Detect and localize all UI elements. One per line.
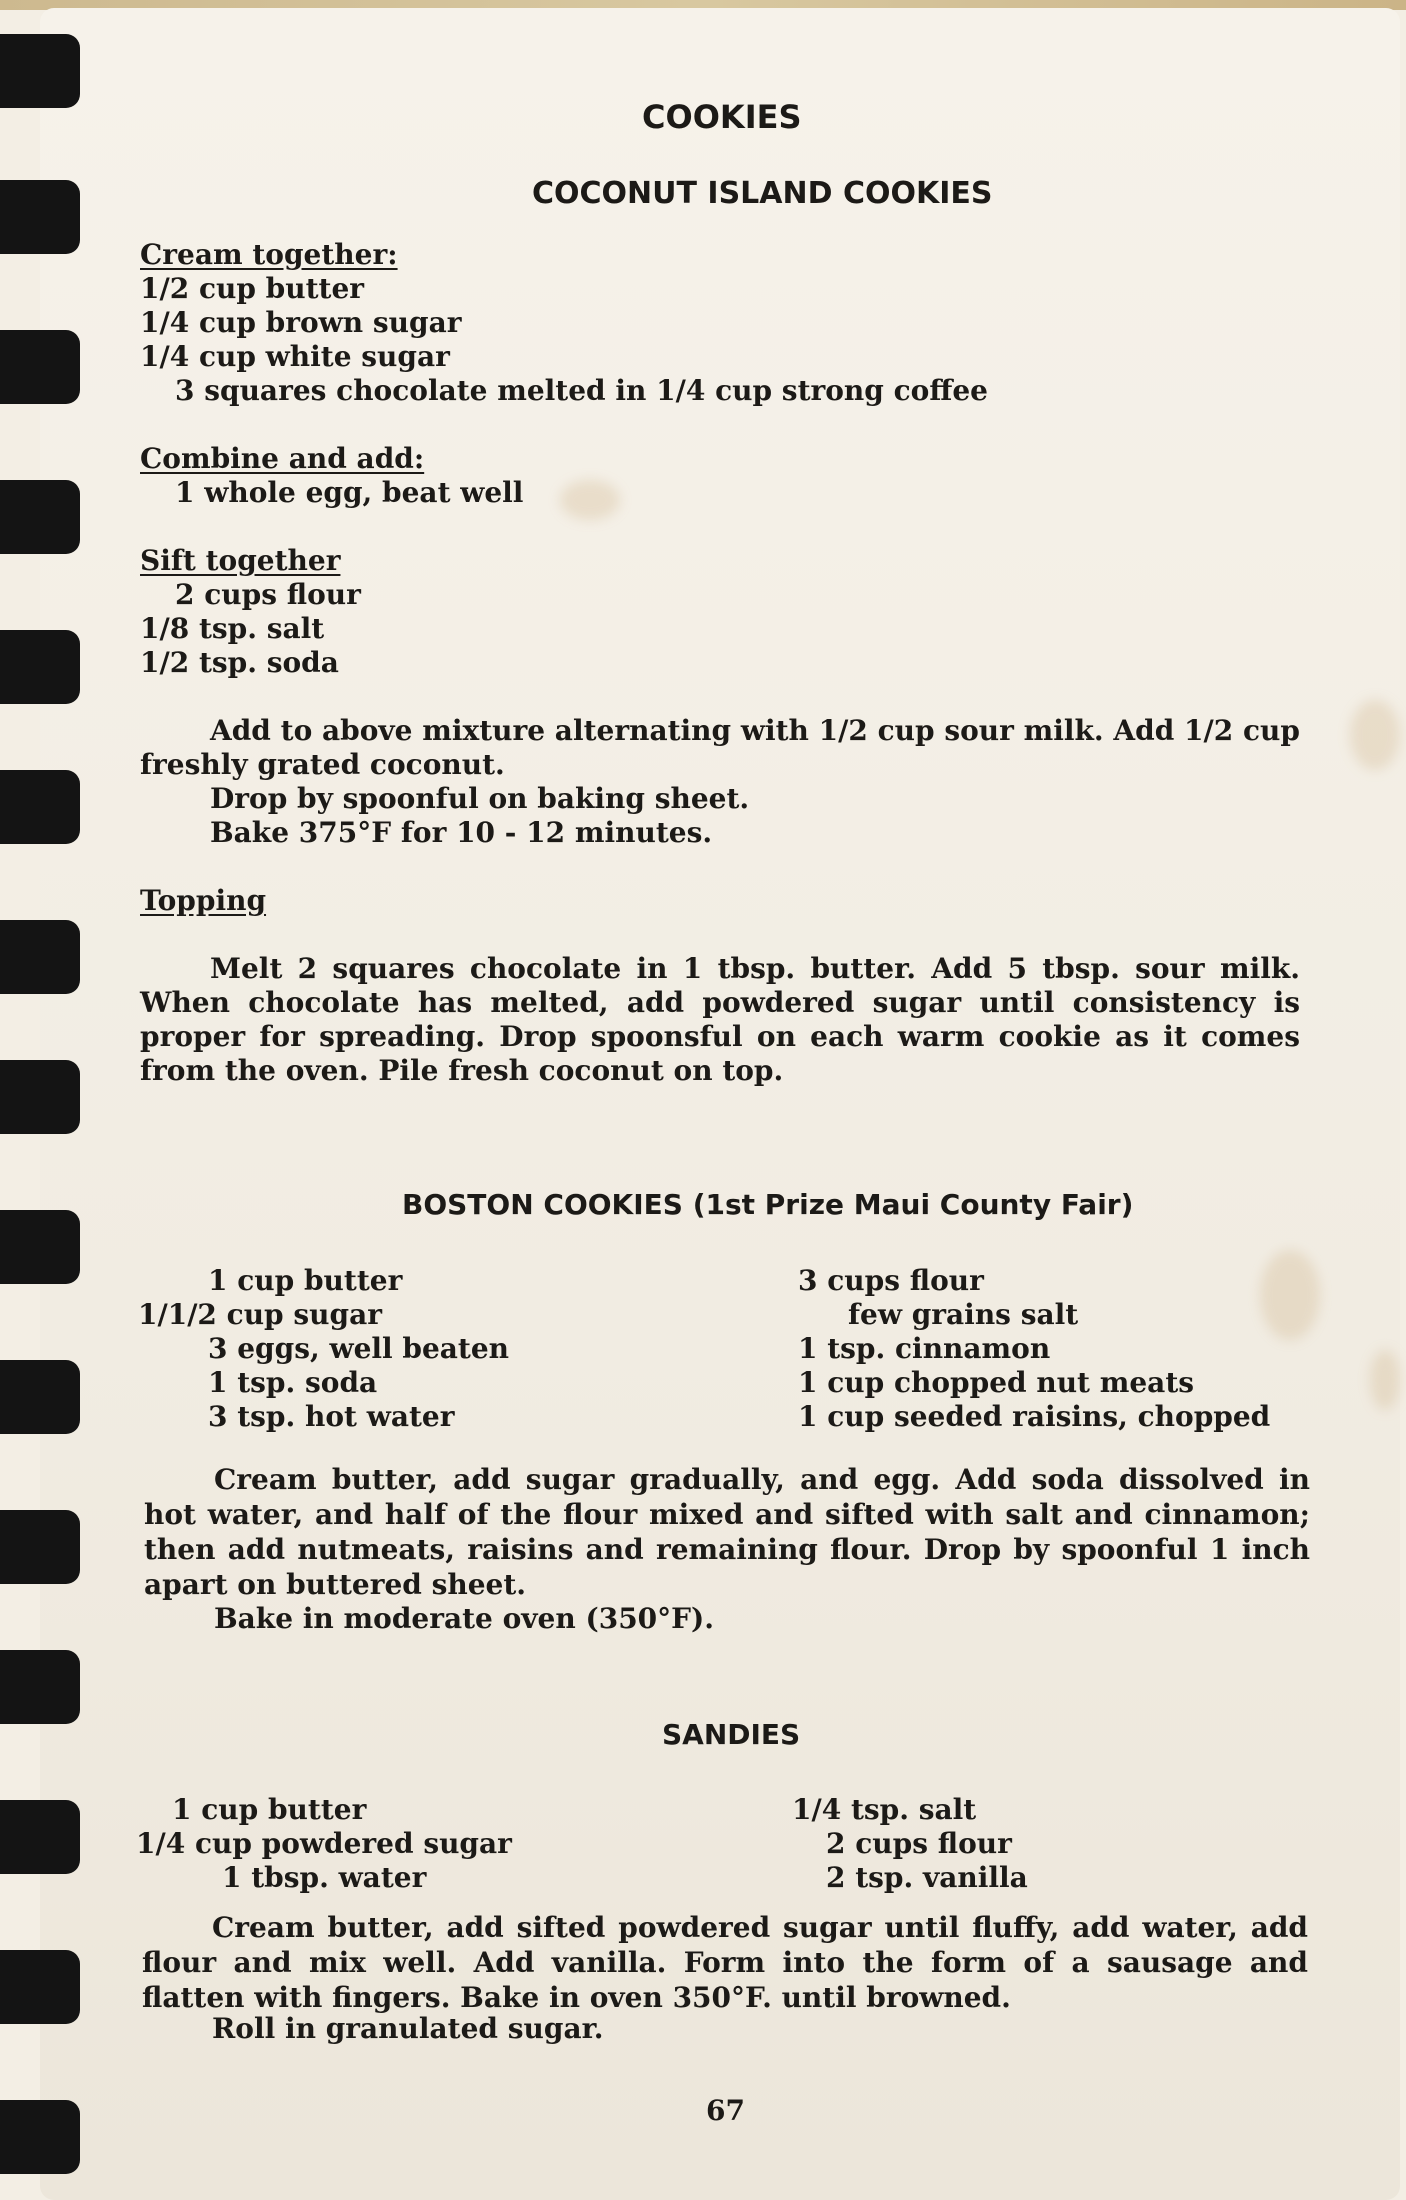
ingredient: 3 tsp. hot water <box>208 1400 455 1433</box>
ingredient: 3 cups flour <box>798 1264 984 1297</box>
stain <box>1260 1250 1320 1340</box>
ingredient: 2 cups flour <box>175 578 361 611</box>
binding-ring <box>0 1060 80 1134</box>
binding-ring <box>0 1360 80 1434</box>
ingredient: 1 tsp. cinnamon <box>798 1332 1051 1365</box>
binding-ring <box>0 1650 80 1724</box>
ingredient: 1 whole egg, beat well <box>175 476 524 509</box>
ingredient: 1/2 tsp. soda <box>140 646 339 679</box>
ingredient: 1 tsp. soda <box>208 1366 378 1399</box>
binding-ring <box>0 1210 80 1284</box>
ingredient: 3 squares chocolate melted in 1/4 cup strong coffee <box>175 374 988 407</box>
stain <box>1370 1350 1400 1410</box>
ingredient: 1 cup butter <box>208 1264 403 1297</box>
topping-instructions: Melt 2 squares chocolate in 1 tbsp. butter. Add 5 tbsp. sour milk. When chocolate has melted, add powdered sugar until consistency is proper for spreading. Drop spoonsful on each warm cookie as it comes from the oven. Pile fresh coconut on top. <box>140 952 1300 1087</box>
ingredient: 1/4 cup powdered sugar <box>136 1827 512 1860</box>
ingredient: 2 cups flour <box>826 1827 1012 1860</box>
topping-label: Topping <box>140 884 267 917</box>
ingredient: 1/2 cup butter <box>140 272 365 305</box>
binding-ring <box>0 2100 80 2174</box>
page-number: 67 <box>706 2094 745 2127</box>
ingredient: 1/4 cup white sugar <box>140 340 450 373</box>
ingredient: 1 tbsp. water <box>222 1861 427 1894</box>
ingredient: 2 tsp. vanilla <box>826 1861 1028 1894</box>
spiral-binding <box>0 0 86 2200</box>
recipe-title-coconut: COCONUT ISLAND COOKIES <box>532 176 993 211</box>
ingredient: 1/1/2 cup sugar <box>138 1298 382 1331</box>
binding-ring <box>0 1800 80 1874</box>
ingredient: 1 cup chopped nut meats <box>798 1366 1195 1399</box>
coconut-drop-step: Drop by spoonful on baking sheet. <box>210 782 750 815</box>
ingredient: 1/4 tsp. salt <box>792 1793 977 1826</box>
sift-label: Sift together <box>140 544 341 577</box>
combine-label: Combine and add: <box>140 442 425 475</box>
sandies-roll-step: Roll in granulated sugar. <box>212 2012 604 2045</box>
binding-ring <box>0 920 80 994</box>
stain <box>1350 700 1400 770</box>
coconut-bake-step: Bake 375°F for 10 - 12 minutes. <box>210 816 713 849</box>
binding-ring <box>0 630 80 704</box>
boston-bake-step: Bake in moderate oven (350°F). <box>214 1602 715 1635</box>
boston-instructions: Cream butter, add sugar gradually, and egg. Add soda dissolved in hot water, and half of the flour mixed and sifted with salt and cinnamon; then add nutmeats, raisins and remaining flour. Drop by spoonful 1 inch apart on buttered sheet. <box>144 1463 1310 1601</box>
sandies-instructions: Cream butter, add sifted powdered sugar until fluffy, add water, add flour and mix well. Add vanilla. Form into the form of a sausage and flatten with fingers. Bake in oven 350°F. until browned. <box>142 1911 1308 2014</box>
ingredient: few grains salt <box>848 1298 1079 1331</box>
binding-ring <box>0 480 80 554</box>
binding-ring <box>0 180 80 254</box>
ingredient: 1 cup butter <box>172 1793 367 1826</box>
ingredient: 1 cup seeded raisins, chopped <box>798 1400 1271 1433</box>
section-title: COOKIES <box>642 98 802 136</box>
recipe-title-sandies: SANDIES <box>662 1718 801 1751</box>
ingredient: 1/8 tsp. salt <box>140 612 325 645</box>
coconut-instructions: Add to above mixture alternating with 1/2 cup sour milk. Add 1/2 cup freshly grated coconut. <box>140 714 1300 781</box>
stain <box>560 480 620 520</box>
binding-ring <box>0 1950 80 2024</box>
binding-ring <box>0 34 80 108</box>
binding-ring <box>0 770 80 844</box>
binding-ring <box>0 330 80 404</box>
ingredient: 1/4 cup brown sugar <box>140 306 462 339</box>
binding-ring <box>0 1510 80 1584</box>
recipe-title-boston: BOSTON COOKIES (1st Prize Maui County Fair) <box>402 1188 1134 1221</box>
ingredient: 3 eggs, well beaten <box>208 1332 510 1365</box>
cream-together-label: Cream together: <box>140 238 398 271</box>
